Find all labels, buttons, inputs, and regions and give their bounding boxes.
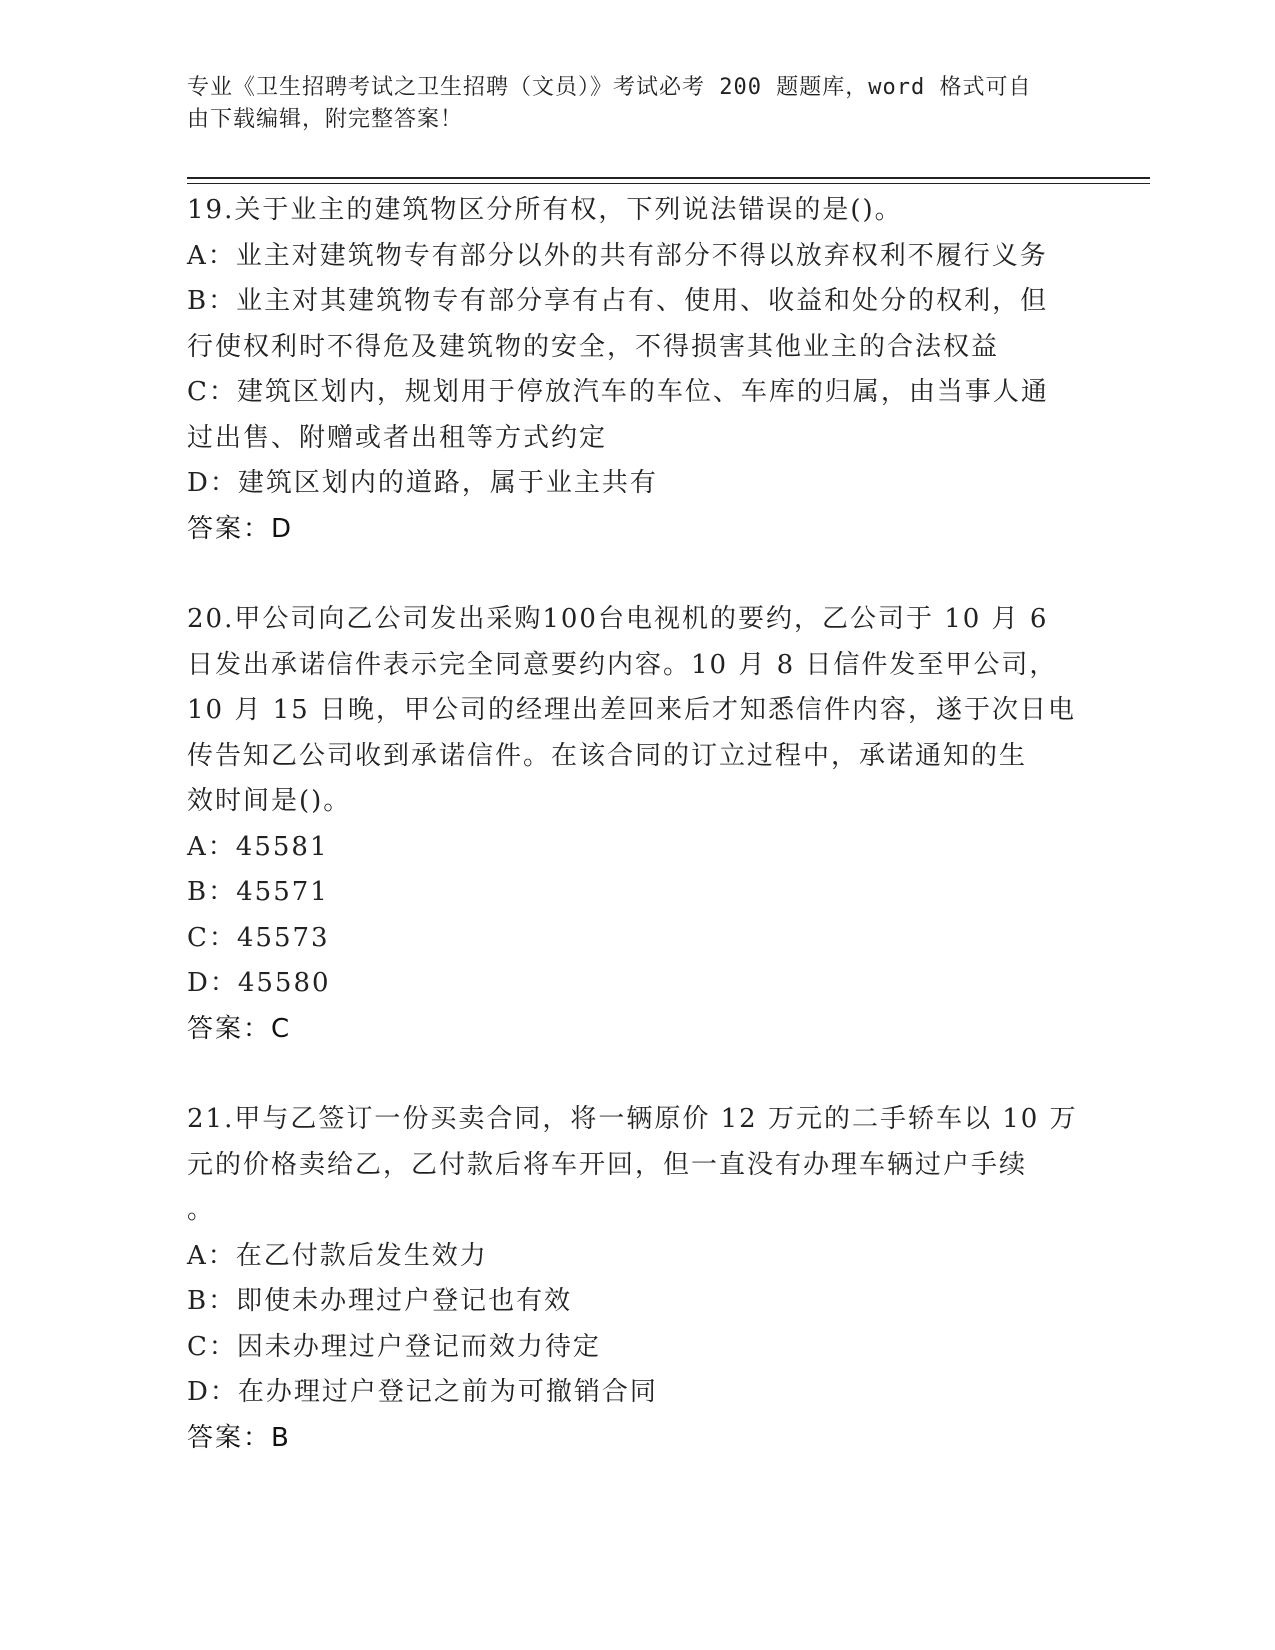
answer-line: 答案：C xyxy=(187,1013,292,1044)
answer-line: 答案：D xyxy=(187,513,294,544)
question-stem-line: 。 xyxy=(187,1195,216,1225)
header-line-1: 专业《卫生招聘考试之卫生招聘（文员）》考试必考 200 题题库，word 格式可自 xyxy=(187,75,1032,100)
question-stem-line: 20.甲公司向乙公司发出采购100台电视机的要约，乙公司于 10 月 6 xyxy=(187,604,1049,634)
header-line-2: 由下载编辑，附完整答案！ xyxy=(187,107,464,132)
option-d: D：45580 xyxy=(187,968,331,998)
spacer xyxy=(187,1052,1087,1097)
option-c-line-2: 过出售、附赠或者出租等方式约定 xyxy=(187,422,608,453)
option-c-line-1: C：建筑区划内，规划用于停放汽车的车位、车库的归属，由当事人通 xyxy=(187,377,1049,407)
option-a: A：45581 xyxy=(187,831,329,862)
option-d: D：在办理过户登记之前为可撤销合同 xyxy=(187,1377,658,1407)
header-divider-thick xyxy=(187,177,1150,179)
question-21 xyxy=(187,1097,1087,1461)
question-stem-line: 10 月 15 日晚，甲公司的经理出差回来后才知悉信件内容，遂于次日电 xyxy=(187,695,1076,725)
option-b: B：即使未办理过户登记也有效 xyxy=(187,1286,573,1316)
question-stem-line: 元的价格卖给乙，乙付款后将车开回，但一直没有办理车辆过户手续 xyxy=(187,1149,1028,1180)
option-b-line-1: B：业主对其建筑物专有部分享有占有、使用、收益和处分的权利，但 xyxy=(187,286,1049,316)
question-stem-line: 效时间是()。 xyxy=(187,786,352,816)
question-stem-line: 传告知乙公司收到承诺信件。在该合同的订立过程中，承诺通知的生 xyxy=(187,740,1028,771)
question-stem-line: 19.关于业主的建筑物区分所有权，下列说法错误的是()。 xyxy=(187,195,903,225)
spacer xyxy=(187,552,1087,597)
option-d: D：建筑区划内的道路，属于业主共有 xyxy=(187,468,658,498)
answer-line: 答案：B xyxy=(187,1422,291,1453)
question-list xyxy=(187,188,1087,1461)
question-20 xyxy=(187,597,1087,1052)
option-a: A：在乙付款后发生效力 xyxy=(187,1240,488,1271)
option-c: C：因未办理过户登记而效力待定 xyxy=(187,1331,601,1362)
question-19 xyxy=(187,188,1087,552)
question-stem-line: 日发出承诺信件表示完全同意要约内容。10 月 8 日信件发至甲公司， xyxy=(187,649,1058,680)
option-c: C：45573 xyxy=(187,922,330,953)
option-a: A：业主对建筑物专有部分以外的共有部分不得以放弃权利不履行义务 xyxy=(187,240,1048,271)
document-header xyxy=(187,72,1067,136)
header-divider-thin xyxy=(187,183,1150,184)
option-b: B：45571 xyxy=(187,877,329,907)
option-b-line-2: 行使权利时不得危及建筑物的安全，不得损害其他业主的合法权益 xyxy=(187,331,1000,362)
question-stem-line: 21.甲与乙签订一份买卖合同，将一辆原价 12 万元的二手轿车以 10 万 xyxy=(187,1104,1078,1134)
